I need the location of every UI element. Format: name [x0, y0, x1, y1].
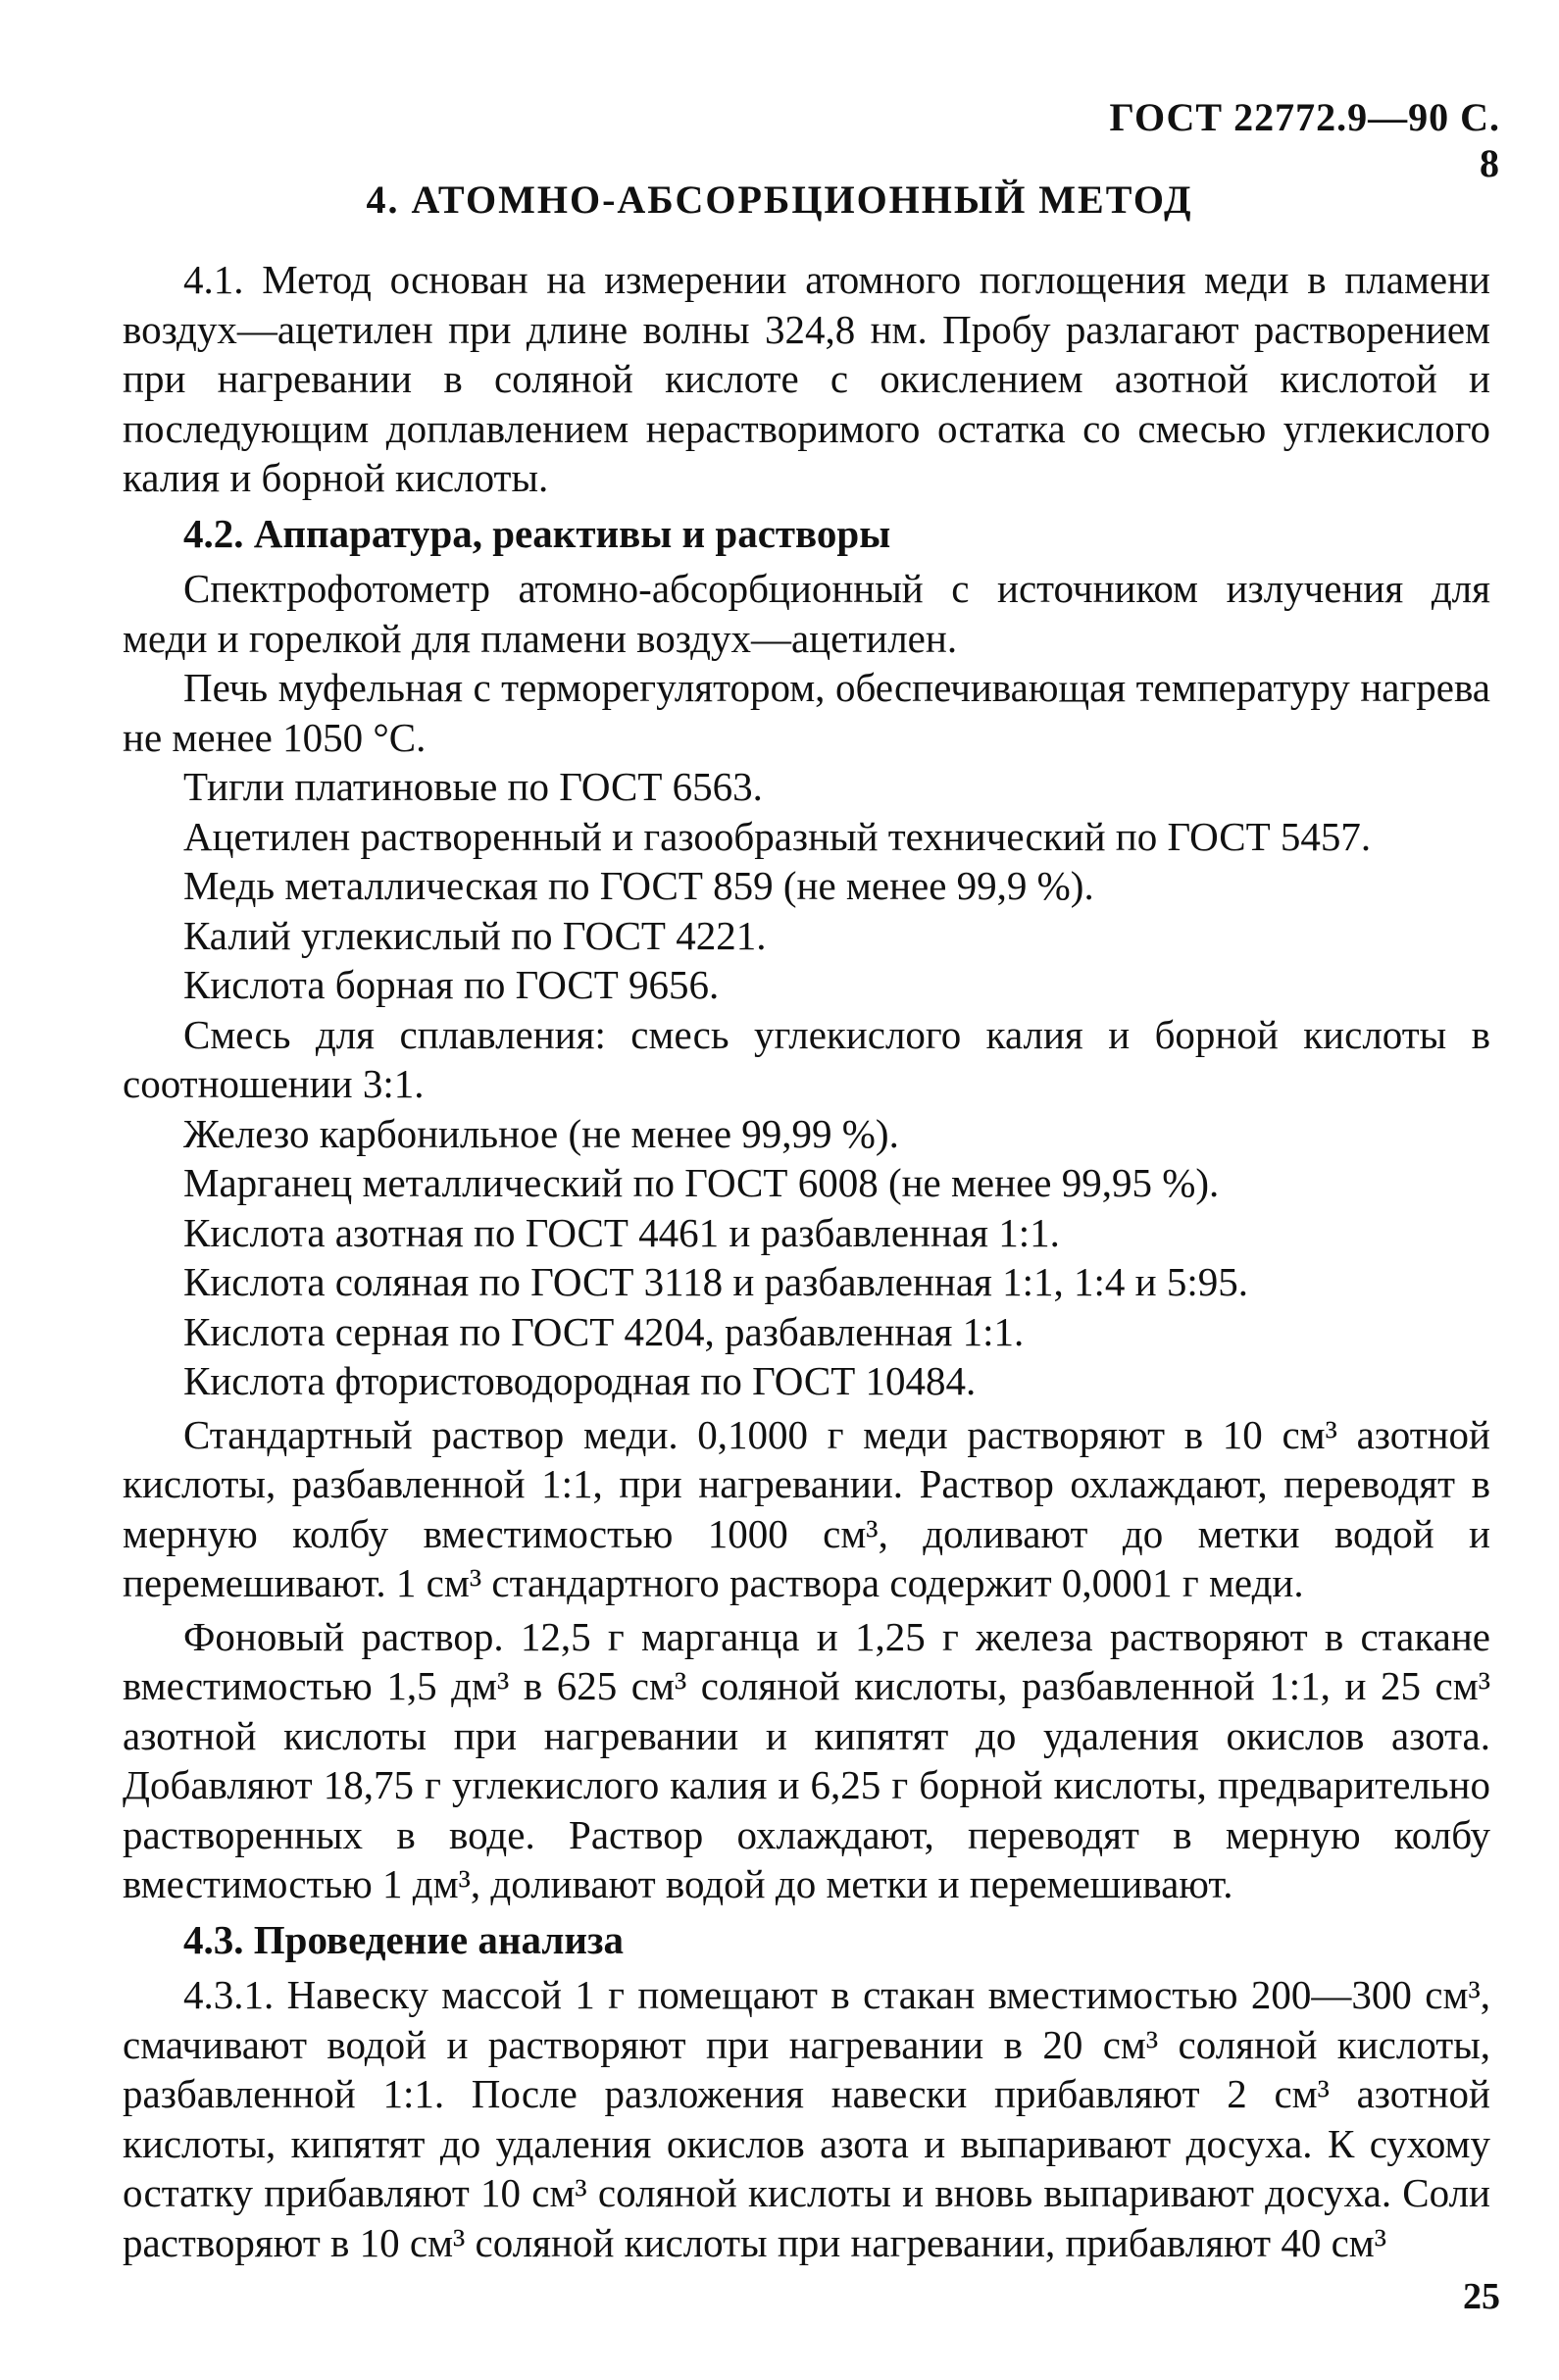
list-item: Кислота азотная по ГОСТ 4461 и разбавленная 1:1.: [183, 1209, 1060, 1255]
section-title: 4. АТОМНО-АБСОРБЦИОННЫЙ МЕТОД: [366, 177, 1193, 222]
background-solution-paragraph: Фоновый раствор. 12,5 г марганца и 1,25 г железа растворяют в стакане вместимостью 1,5 дм³ в 625 см³ соляной кислоты, разбавленной 1:1, и 25 см³ азотной кислоты при нагревании и кипятят до удаления окислов азота. Добавляют 18,75 г углекислого калия и 6,25 г борной кислоты, предварительно растворенных в воде. Раствор охлаждают, переводят в мерную колбу вместимостью 1 дм³, доливают водой до метки и перемешивают.: [123, 1613, 1490, 1906]
subsection-heading-4-3: 4.3. Проведение анализа: [183, 1916, 624, 1962]
list-item: Печь муфельная с терморегулятором, обеспечивающая температуру нагрева не менее 1050 °С.: [123, 665, 1490, 760]
list-item: Железо карбонильное (не менее 99,99 %).: [183, 1110, 899, 1156]
document-body: [123, 255, 1490, 2267]
subsection-heading-4-2: 4.2. Аппаратура, реактивы и растворы: [183, 510, 891, 556]
list-item: Спектрофотометр атомно-абсорбционный с источником излучения для меди и горелкой для пламени воздух—ацетилен.: [123, 566, 1490, 661]
standard-solution-paragraph: Стандартный раствор меди. 0,1000 г меди растворяют в 10 см³ азотной кислоты, разбавленной 1:1, при нагревании. Раствор охлаждают, переводят в мерную колбу вместимостью 1000 см³, доливают до метки водой и перемешивают. 1 см³ стандартного раствора содержит 0,0001 г меди.: [123, 1411, 1490, 1605]
list-item: Кислота соляная по ГОСТ 3118 и разбавленная 1:1, 1:4 и 5:95.: [183, 1259, 1249, 1304]
paragraph-4-1: 4.1. Метод основан на измерении атомного поглощения меди в пламени воздух—ацетилен при длине волны 324,8 нм. Пробу разлагают растворением при нагревании в соляной кислоте с окислением азотной кислотой и последующим доплавлением нерастворимого остатка со смесью углекислого калия и борной кислоты.: [123, 257, 1490, 500]
list-item: Кислота борная по ГОСТ 9656.: [183, 962, 720, 1007]
page-number: 25: [1463, 2276, 1500, 2317]
list-item: Смесь для сплавления: смесь углекислого калия и борной кислоты в соотношении 3:1.: [123, 1011, 1490, 1106]
list-item: Тигли платиновые по ГОСТ 6563.: [183, 764, 763, 809]
list-item: Кислота серная по ГОСТ 4204, разбавленная 1:1.: [183, 1308, 1025, 1354]
page-header: ГОСТ 22772.9—90 С. 8: [1109, 95, 1500, 185]
paragraph-4-3-1: 4.3.1. Навеску массой 1 г помещают в стакан вместимостью 200—300 см³, смачивают водой и растворяют при нагревании в 20 см³ соляной кислоты, разбавленной 1:1. После разложения навески прибавляют 2 см³ азотной кислоты, кипятят до удаления окислов азота и выпаривают досуха. К сухому остатку прибавляют 10 см³ соляной кислоты и вновь выпаривают досуха. Соли растворяют в 10 см³ соляной кислоты при нагревании, прибавляют 40 см³: [123, 1972, 1490, 2265]
list-item: Медь металлическая по ГОСТ 859 (не менее 99,9 %).: [183, 863, 1094, 908]
list-item: Кислота фтористоводородная по ГОСТ 10484.: [183, 1358, 977, 1403]
list-item: Калий углекислый по ГОСТ 4221.: [183, 912, 767, 958]
list-item: Марганец металлический по ГОСТ 6008 (не менее 99,95 %).: [183, 1160, 1220, 1205]
list-item: Ацетилен растворенный и газообразный технический по ГОСТ 5457.: [183, 813, 1372, 859]
